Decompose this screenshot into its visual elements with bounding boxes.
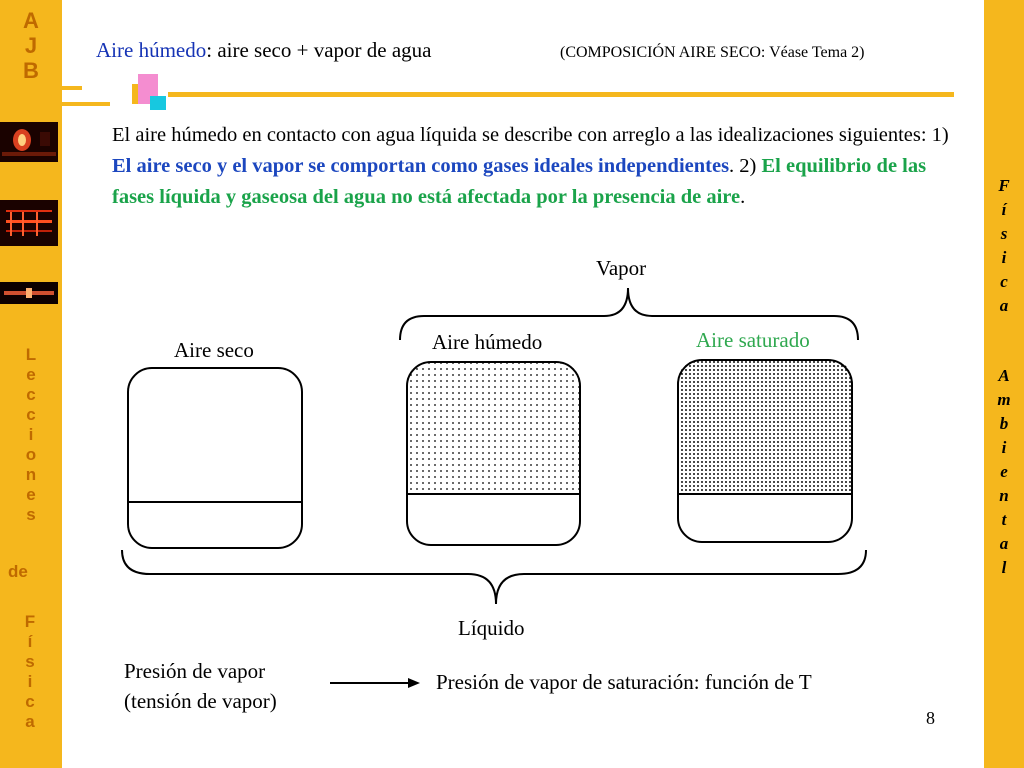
fisica-right-letter: c (1000, 272, 1008, 291)
ambiental-letter: a (999, 534, 1009, 553)
ambiental-letter: l (1001, 558, 1007, 577)
body-text: . (740, 186, 746, 208)
liquid-label: Líquido (458, 616, 525, 640)
ambiental-letter: n (999, 486, 1009, 505)
body-emphasis-blue: El aire seco y el vapor se comportan como gases ideales independientes (112, 155, 730, 177)
vapor-pressure-line: Presión de vapor (124, 659, 266, 683)
humid-air-fill (407, 362, 580, 494)
ambiental-letter: m (997, 390, 1011, 409)
lecciones-letter: s (26, 505, 36, 524)
title-emphasis: Aire húmedo (96, 38, 207, 62)
ambiental-letter: t (1001, 510, 1007, 529)
lecciones-letter: e (26, 485, 36, 504)
body-text: El aire húmedo en contacto con agua líquida se describe con arreglo a las idealizaciones siguientes: 1) (112, 124, 949, 146)
dry-air-label: Aire seco (174, 338, 254, 362)
container-dry-air (128, 368, 302, 548)
lecciones-letter: c (26, 385, 36, 404)
ambiental-letter: e (1000, 462, 1008, 481)
lecciones-letter: L (25, 345, 37, 364)
vapor-pressure-line: (tensión de vapor) (124, 689, 277, 713)
fisica-right-letter: s (1000, 224, 1008, 243)
body-text: . 2) (729, 155, 762, 177)
initial-letter: J (24, 33, 38, 58)
lecciones-letter: e (26, 365, 36, 384)
fisica-right-letter: i (1001, 248, 1007, 267)
saturated-air-label: Aire saturado (696, 328, 810, 352)
page-number: 8 (926, 708, 935, 728)
saturated-air-fill (678, 360, 852, 494)
fisica-left-letter: í (27, 632, 33, 651)
lecciones-letter: n (25, 465, 37, 484)
saturation-pressure-text: Presión de vapor de saturación: función de T (436, 670, 812, 694)
ambiental-letter: A (998, 366, 1010, 385)
fisica-left-letter: c (25, 692, 35, 711)
fisica-left-letter: i (27, 672, 33, 691)
slide-subtitle: (COMPOSICIÓN AIRE SECO: Véase Tema 2) (560, 44, 865, 61)
ambiental-letter: i (1001, 438, 1007, 457)
ambiental-letter: b (999, 414, 1009, 433)
vapor-pressure-label (124, 656, 277, 716)
liquid-brace (122, 550, 866, 604)
arrow-head-icon (408, 678, 420, 688)
fisica-left-letter: a (25, 712, 35, 731)
initial-letter: A (23, 8, 39, 33)
fisica-left-letter: s (25, 652, 35, 671)
title-rest: : aire seco + vapor de agua (206, 38, 432, 62)
initial-letter: B (23, 58, 39, 83)
humid-air-label: Aire húmedo (432, 330, 543, 354)
fisica-right-letter: í (1001, 200, 1007, 219)
fisica-left-letter: F (24, 612, 36, 631)
lecciones-letter: i (28, 425, 34, 444)
fisica-right-letter: F (998, 176, 1010, 195)
lecciones-letter: c (26, 405, 36, 424)
sidebar-de-word: de (8, 562, 28, 581)
body-emphasis-green: El equilibrio de las fases líquida y gaseosa del agua no está afectada por la presencia de aire (112, 155, 927, 208)
vapor-label: Vapor (596, 256, 647, 280)
fisica-right-letter: a (999, 296, 1009, 315)
lecciones-letter: o (25, 445, 37, 464)
